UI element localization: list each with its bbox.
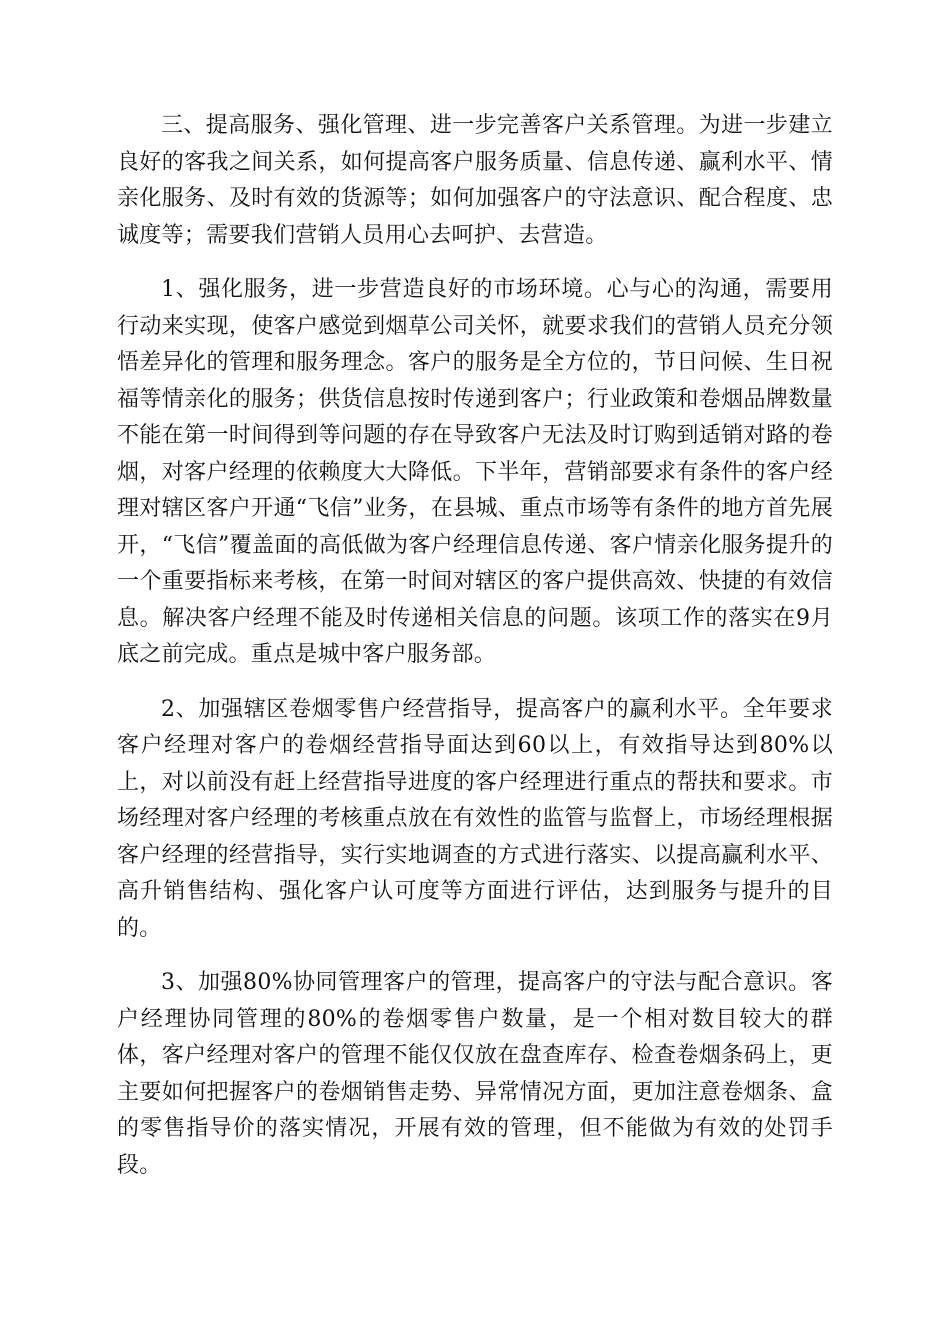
paragraph-item-three: 3、加强80%协同管理客户的管理，提高客户的守法与配合意识。客户经理协同管理的80%的卷烟零售户数量，是一个相对数目较大的群体，客户经理对客户的管理不能仅仅放在盘查库存、检查卷烟条码上，更主要如何把握客户的卷烟销售走势、异常情况方面，更加注意卷烟条、盒的零售指导价的落实情况，开展有效的管理，但不能做为有效的处罚手段。 (117, 970, 833, 1178)
paragraph-item-one: 1、强化服务，进一步营造良好的市场环境。心与心的沟通，需要用行动来实现，使客户感觉到烟草公司关怀，就要求我们的营销人员充分领悟差异化的管理和服务理念。客户的服务是全方位的，节日问候、生日祝福等情亲化的服务；供货信息按时传递到客户；行业政策和卷烟品牌数量不能在第一时间得到等问题的存在导致客户无法及时订购到适销对路的卷烟，对客户经理的依赖度大大降低。下半年，营销部要求有条件的客户经理对辖区客户开通“飞信”业务，在县城、重点市场等有条件的地方首先展开，“飞信”覆盖面的高低做为客户经理信息传递、客户情亲化服务提升的一个重要指标来考核，在第一时间对辖区的客户提供高效、快捷的有效信息。解决客户经理不能及时传递相关信息的问题。该项工作的落实在9月底之前完成。重点是城中客户服务部。 (117, 277, 833, 667)
paragraph-item-two: 2、加强辖区卷烟零售户经营指导，提高客户的赢利水平。全年要求客户经理对客户的卷烟经营指导面达到60以上，有效指导达到80%以上，对以前没有赶上经营指导进度的客户经理进行重点的帮扶和要求。市场经理对客户经理的考核重点放在有效性的监管与监督上，市场经理根据客户经理的经营指导，实行实地调查的方式进行落实、以提高赢利水平、高升销售结构、强化客户认可度等方面进行评估，达到服务与提升的目的。 (117, 696, 833, 941)
document-body (117, 108, 833, 1202)
paragraph-section-three: 三、提高服务、强化管理、进一步完善客户关系管理。为进一步建立良好的客我之间关系，如何提高客户服务质量、信息传递、赢利水平、情亲化服务、及时有效的货源等；如何加强客户的守法意识、配合程度、忠诚度等；需要我们营销人员用心去呵护、去营造。 (117, 113, 833, 248)
